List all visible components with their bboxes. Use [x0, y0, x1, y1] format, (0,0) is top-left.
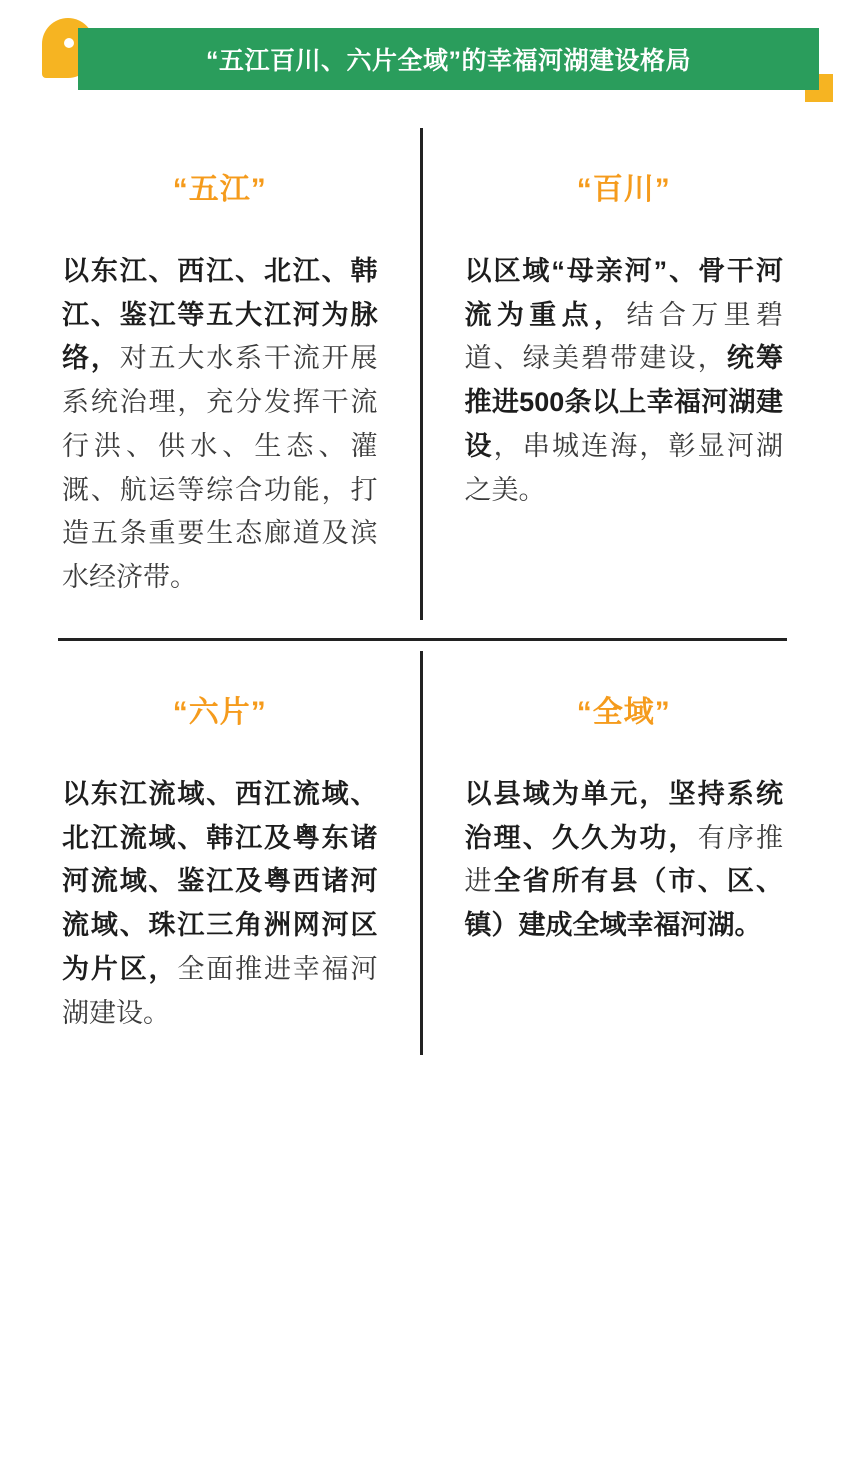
emphasis-text: 以区域“母亲河”、骨干河流为重点， — [464, 256, 783, 330]
header-accent-dot-icon — [64, 38, 74, 48]
row-divider — [58, 638, 787, 641]
body-text: ，串城连海，彰显河湖之美。 — [464, 430, 784, 505]
cell-liupian — [20, 651, 423, 1055]
header — [0, 0, 845, 110]
body-text: 对五大水系干流开展系统治理，充分发挥干流行洪、供水、生态、灌溉、航运等综合功能，打造五条重要生态廊道及滨水经济带。 — [62, 343, 378, 593]
cell-title: “六片” — [172, 695, 267, 729]
body-text: 有序推进 — [464, 822, 784, 897]
body-text: 结合万里碧道、绿美碧带建设， — [464, 299, 784, 374]
emphasis-text: 全省所有县（市、区、镇）建成全域幸福河湖。 — [464, 866, 784, 941]
body-text: 全面推进幸福河湖建设。 — [62, 953, 378, 1028]
cell-title: “百川” — [576, 173, 671, 206]
page-title: “五江百川、六片全域”的幸福河湖建设格局 — [205, 47, 691, 75]
cell-body — [62, 250, 378, 600]
emphasis-text: 以东江流域、西江流域、北江流域、韩江及粤东诸河流域、鉴江及粤西诸河流域、珠江三角洲网河区为片区， — [62, 778, 378, 984]
cell-baichuan — [423, 128, 826, 620]
emphasis-text: 以东江、西江、北江、韩江、鉴江等五大江河为脉络， — [62, 256, 378, 374]
cell-body — [62, 773, 378, 1035]
cell-body — [465, 250, 784, 512]
header-banner — [78, 28, 819, 90]
cell-wujiang — [20, 128, 423, 620]
grid-row-top — [20, 128, 825, 620]
cell-body — [465, 773, 784, 948]
cell-title: “全域” — [576, 695, 671, 729]
cell-title: “五江” — [172, 173, 267, 206]
grid-row-bottom — [20, 651, 825, 1055]
content-grid — [0, 128, 845, 1055]
emphasis-text: 以县域为单元，坚持系统治理、久久为功， — [464, 778, 783, 853]
cell-quanyu — [423, 651, 826, 1055]
emphasis-text: 统筹推进500条以上幸福河湖建设 — [464, 343, 784, 461]
